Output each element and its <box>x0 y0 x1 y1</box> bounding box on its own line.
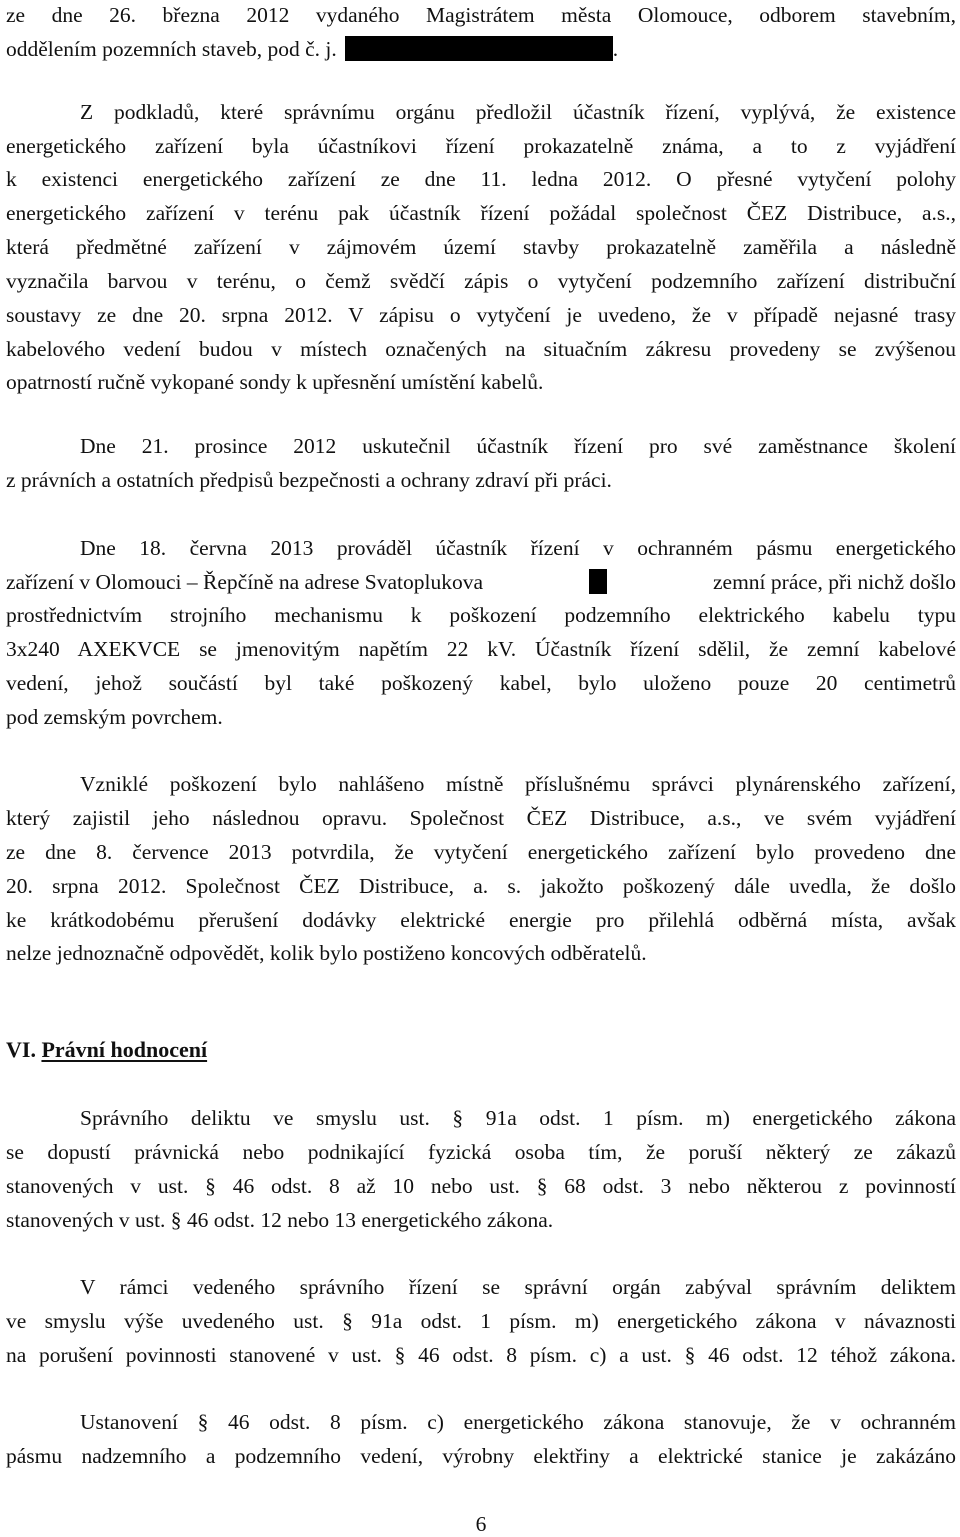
document-page <box>6 0 956 1537</box>
text-line: soustavy ze dne 20. srpna 2012. V zápisu o vytyčení je uvedeno, že v případě nejasné trasy <box>6 303 956 327</box>
text-line: ze dne 26. března 2012 vydaného Magistrátem města Olomouce, odborem stavebním, <box>6 3 956 27</box>
text-line: na porušení povinnosti stanovené v ust. § 46 odst. 8 písm. c) a ust. § 46 odst. 12 téhož zákona. <box>6 1343 956 1367</box>
text-line: pásmu nadzemního a podzemního vedení, výrobny elektřiny a elektrické stanice je zakázáno <box>6 1444 956 1468</box>
text-line: V rámci vedeného správního řízení se správní orgán zabýval správním deliktem <box>80 1275 956 1299</box>
text-line: stanovených v ust. § 46 odst. 8 až 10 nebo ust. § 68 odst. 3 nebo některou z povinností <box>6 1174 956 1198</box>
text-line: 20. srpna 2012. Společnost ČEZ Distribuce, a. s. jakožto poškozený dále uvedla, že došlo <box>6 874 956 898</box>
text-line: Dne 18. června 2013 prováděl účastník řízení v ochranném pásmu energetického <box>80 536 956 560</box>
text-line: vyznačila barvou v terénu, o čemž svědčí zápis o vytyčení podzemního zařízení distribuční <box>6 269 956 293</box>
text-line: Vzniklé poškození bylo nahlášeno místně příslušnému správci plynárenského zařízení, <box>80 772 956 796</box>
page-number: 6 <box>475 1512 487 1536</box>
text-line: ze dne 8. července 2013 potvrdila, že vytyčení energetického zařízení bylo provedeno dne <box>6 840 956 864</box>
text-line: vedení, jehož součástí byl také poškozený kabel, bylo uloženo pouze 20 centimetrů <box>6 671 956 695</box>
text-line: který zajistil jeho následnou opravu. Společnost ČEZ Distribuce, a.s., ve svém vyjádření <box>6 806 956 830</box>
text-line: Správního deliktu ve smyslu ust. § 91a odst. 1 písm. m) energetického zákona <box>80 1106 956 1130</box>
text-line: prostřednictvím strojního mechanismu k poškození podzemního elektrického kabelu typu <box>6 603 956 627</box>
text-line: ke krátkodobému přerušení dodávky elektrické energie pro přilehlá odběrná místa, avšak <box>6 908 956 932</box>
text-line: zařízení v Olomouci – Řepčíně na adrese Svatoplukova zemní práce, při nichž došlo <box>6 570 956 594</box>
text-line: pod zemským povrchem. <box>6 705 223 729</box>
section-heading: VI. Právní hodnocení <box>6 1037 208 1062</box>
text-line: oddělením pozemních staveb, pod č. j. . <box>6 37 619 61</box>
text-line: nelze jednoznačně odpovědět, kolik bylo postiženo koncových odběratelů. <box>6 941 647 965</box>
text-line: Dne 21. prosince 2012 uskutečnil účastník řízení pro své zaměstnance školení <box>80 434 956 458</box>
text-line: k existenci energetického zařízení ze dne 11. ledna 2012. O přesné vytyčení polohy <box>6 167 956 191</box>
text-line: Z podkladů, které správnímu orgánu předložil účastník řízení, vyplývá, že existence <box>80 100 956 124</box>
text-line: Ustanovení § 46 odst. 8 písm. c) energetického zákona stanovuje, že v ochranném <box>80 1410 956 1434</box>
text-line: která předmětné zařízení v zájmovém území stavby prokazatelně zaměřila a následně <box>6 235 956 259</box>
text-line: stanovených v ust. § 46 odst. 12 nebo 13 energetického zákona. <box>6 1208 554 1232</box>
text-line: opatrností ručně vykopané sondy k upřesnění umístění kabelů. <box>6 370 544 394</box>
text-line: energetického zařízení v terénu pak účastník řízení požádal společnost ČEZ Distribuce, a.s., <box>6 201 956 225</box>
text-line: energetického zařízení byla účastníkovi řízení prokazatelně známa, a to z vyjádření <box>6 134 956 158</box>
text-line: z právních a ostatních předpisů bezpečnosti a ochrany zdraví při práci. <box>6 468 612 492</box>
text-line: se dopustí právnická nebo podnikající fyzická osoba tím, že poruší některý ze zákazů <box>6 1140 956 1164</box>
text-line: 3x240 AXEKVCE se jmenovitým napětím 22 kV. Účastník řízení sdělil, že zemní kabelové <box>6 637 956 661</box>
redaction-block <box>345 36 613 61</box>
text-line: ve smyslu výše uvedeného ust. § 91a odst. 1 písm. m) energetického zákona v návaznosti <box>6 1309 956 1333</box>
text-line: kabelového vedení budou v místech označených na situačním zákresu provedeny se zvýšenou <box>6 337 956 361</box>
redaction-block <box>589 569 607 594</box>
